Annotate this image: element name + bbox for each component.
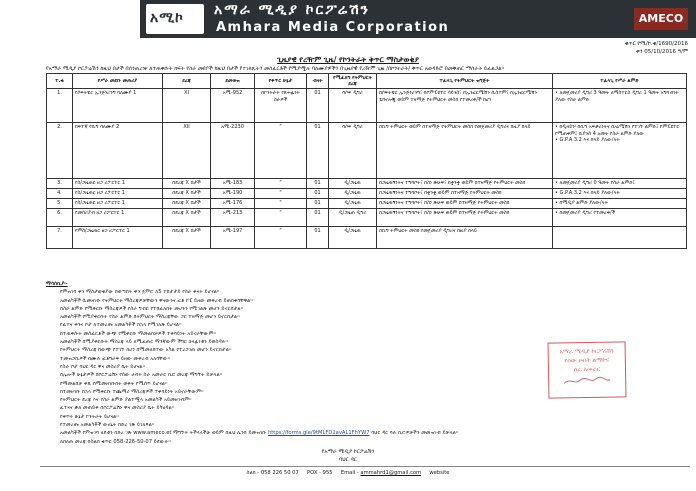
signoff-org: የአማራ ሚዲያ ኮርፖሬሽን bbox=[321, 449, 375, 455]
table-cell-experience: • በዲዛይን፡ በቢግ አፍቃሪነትና በአኒሜሽን የተገኘ ልምድ፤ ኮምፒዩተር የሚጠቀም፤ ቢያንስ 4 አመት የስራ ልምድ ያለው • G.P.A 3.2 እና በላይ ያለው/ላት bbox=[553, 123, 687, 179]
note-item: • አመልካቾች በሚያቀርቡት ማስረጃ ላይ ለሚፈጠር ማንኛውም ችግር ኃላፊነቱን ይወስዳሉ፡፡ bbox=[60, 338, 686, 346]
table-cell-edu-field: በቢግ ትምህርት መስክ የመጀመሪያ ዲግሪና ከዚያ በላይ bbox=[377, 227, 553, 249]
table-header-cell: ተ.ቁ bbox=[47, 74, 73, 89]
table-cell-salary: አሚ-952 bbox=[211, 89, 255, 123]
table-cell-no: 4. bbox=[47, 189, 73, 199]
table-header-row bbox=[47, 74, 687, 89]
footer-phone: ስልክ - 058 226 50 07 bbox=[246, 470, 299, 476]
notes-title: ማሳሰቢያ፡- bbox=[46, 281, 68, 287]
org-name-amharic: አማራ ሚዲያ ኮርፖሬሽን bbox=[214, 2, 371, 18]
note-item: • ከተመዘገቡ በኋላ የሚቀርቡ ተጨማሪ ማስረጃዎች ተቀባይነት አይኖራቸውም፡፡ bbox=[60, 388, 686, 396]
stamp-line-2: የሰው ሀብት ልማትና bbox=[564, 356, 610, 365]
signoff-block bbox=[0, 448, 696, 464]
table-cell-grade: XI bbox=[163, 89, 211, 123]
table-row bbox=[47, 189, 687, 199]
table-cell-edu-level: ባሶፍ ዲግሪ bbox=[329, 123, 377, 179]
table-cell-title: የስ/ጋዜጠር ዘጋ ሪፖርተር 1 bbox=[73, 189, 163, 199]
note-item: • ፈተናና ቃለ መጠይቅ በኮርፖሬሽኑ ዋና መስሪያ ቤት ይካሄዳል፡፡ bbox=[60, 404, 686, 412]
table-cell-edu-field: በቢግ ትምህርት ወይም በተዛማጅ የትምህርት መስክ የመጀመሪያ ዲግሪና ከዚያ በላይ bbox=[377, 123, 553, 179]
table-body bbox=[47, 89, 687, 249]
table-cell-edu-field: በሶፍትዌር ኢንጅነሪንግ፣ በኮምፒዩተር ሳይንስ፣ በኢንፎርሜሽን ሲስተም፣ በኢንፎርሜሽን ቴክኖሎጂ ወይም ተዛማጅ የትምህርት መስክ የተመረቀ/ች ከሆነ bbox=[377, 89, 553, 123]
table-cell-edu-level: ዲ/ጋዜጠ bbox=[329, 199, 377, 209]
table-row bbox=[47, 179, 687, 189]
footer-email-label: Email - bbox=[340, 470, 359, 476]
table-cell-edu-level: ዲ/ጋዜጠ ዲግሪ bbox=[329, 209, 377, 227]
note-item: • የምዝገባ ቀን ማስታወቂያው ከወጣበት ቀን ጀምሮ ለ5 ተከታታይ የስራ ቀናት ይሆናል፡፡ bbox=[60, 288, 686, 296]
note-item: • በሌሎች ሁኔታዎች በኮርፖሬሽኑ የሰው ሀብት ስራ አመራር ቢሮ መረጃ ማግኘት ይቻላል፡፡ bbox=[60, 371, 686, 379]
note-item: • የቅጥሩ ሁኔታ ኮንትራት ይሆናል፡፡ bbox=[60, 413, 686, 421]
table-cell-grade: በደረጃ X በታች bbox=[163, 227, 211, 249]
org-name-english: Amhara Media Corporation bbox=[216, 20, 450, 35]
ameco-logo bbox=[146, 4, 204, 34]
table-cell-qty: 01 bbox=[307, 179, 329, 189]
table-cell-qty: 01 bbox=[307, 123, 329, 179]
note-item: • አመልካቾች ሲመዘገቡ የትምህርት ማስረጃዎቻቸውን ዋናውንና ፎቶ ኮፒ ይዘው መቅረብ ይጠበቅባቸዋል፡፡ bbox=[60, 297, 686, 305]
table-cell-edu-field: በጋዜጠኝነትና ተግባቦት፣ በቋንቋ ወይም በተዛማጅ የትምህርት መስክ bbox=[377, 189, 553, 199]
table-cell-qty: 01 bbox=[307, 209, 329, 227]
phone-note: • ለበለጠ መረጃ በስልክ ቁጥር 058-226-50-07 ይደውሉ፡፡ bbox=[60, 438, 686, 446]
note-item: • የፈተና ቀንና ቦታ ለተመረጡ አመልካቾች በኋላ የሚገለጽ ይሆናል፡፡ bbox=[60, 321, 686, 329]
note-item: • በስራ ልምድ የሚቀርቡ ማስረጃዎች የስራ ግብር የተከፈለበት መሆኑን የሚገልጽ መሆን ይኖርበታል፡፡ bbox=[60, 305, 686, 313]
table-cell-experience: • G.P.A 3.2 እና በላይ ያለው/ላት bbox=[553, 189, 687, 199]
table-cell-grade: በደረጃ X በታች bbox=[163, 199, 211, 209]
table-cell-employment: በኮንትራት የጸሐፊነት ስራዎች bbox=[255, 89, 307, 123]
table-cell-qty: 01 bbox=[307, 89, 329, 123]
table-cell-title: የምስ/ጋዜጠር ዘጋ ሪፖርተር 1 bbox=[73, 227, 163, 249]
table-row bbox=[47, 209, 687, 227]
table-header-cell: ደረጃ bbox=[163, 74, 211, 89]
table-cell-employment: " bbox=[255, 179, 307, 189]
footer-pobox: POX - 955 bbox=[307, 470, 333, 476]
signature-icon bbox=[562, 376, 612, 387]
table-cell-edu-field: በጋዜጠኝነትና ተግባቦት፣ በስነ ጽሁፍ ወይም በተዛማጅ የትምህርት መስክ bbox=[377, 199, 553, 209]
reference-block bbox=[625, 40, 688, 56]
table-cell-edu-level: ዲ/ጋዜጠ bbox=[329, 227, 377, 249]
table-cell-experience bbox=[553, 227, 687, 249]
table-cell-experience: • በመጀመሪያ ዲግሪ የተመረቀ/ች bbox=[553, 209, 687, 227]
table-row bbox=[47, 89, 687, 123]
table-header-cell: ተፈላጊ የሥራ ልምድ bbox=[553, 74, 687, 89]
table-cell-experience: • ለመጀመሪያ ዲግሪ 3 ዓመት ለማስተርስ ዲግሪ 1 ዓመት አግባብነት ያለው የስራ ልምድ bbox=[553, 89, 687, 123]
online-prefix: አመልካቾች የምዝገባ ሂደቱን በድረ ገጽ www.ameco.et ማግኘት ትችላላችሁ ወይም በዚህ ሊንክ ይመዝገቡ bbox=[60, 430, 267, 437]
table-cell-title: የስ/ጋዜጠር ዘጋ ሪፖርተር 1 bbox=[73, 179, 163, 189]
official-stamp bbox=[548, 341, 627, 398]
table-cell-edu-field: በጋዜጠኝነትና ተግባቦት፣ በስነ ጽሁፍ፣ በቋንቋ ወይም በተዛማጅ የትምህርት መስክ bbox=[377, 179, 553, 189]
table-cell-salary: አሚ-197 bbox=[211, 227, 255, 249]
online-registration-note bbox=[60, 429, 686, 437]
online-suffix: ባህር ዳር ባሉ ቢሮዎቻችን መመዝገብ ይቻላል፡፡ bbox=[371, 430, 459, 437]
note-item: • የስራ ቦታ ባህር ዳር ዋና መስሪያ ቤት ይሆናል፡፡ bbox=[60, 363, 686, 371]
footer-divider bbox=[40, 466, 690, 467]
table-cell-grade: XII bbox=[163, 123, 211, 179]
table-cell-edu-field: በጋዜጠኝነትና ተግባቦት፣ በስነ ጽሁፍ ወይም በተዛማጅ የትምህርት መስክ bbox=[377, 209, 553, 227]
table-cell-salary: አሚ-213 bbox=[211, 209, 255, 227]
vacancy-table bbox=[46, 73, 687, 249]
table-row bbox=[47, 123, 687, 179]
table-cell-title: ከፍተኛ የቢግ ባለሙያ 2 bbox=[73, 123, 163, 179]
table-cell-grade: በደረጃ X በታች bbox=[163, 179, 211, 189]
table-cell-title: የመሰሪያብ ዘጋ ሪፖርተር 1 bbox=[73, 209, 163, 227]
table-cell-qty: 01 bbox=[307, 199, 329, 209]
document-title: ጊዜያዊ የረዥም ጊዜ/ የኮንትራት ቅጥር ማስታወቂያ bbox=[277, 55, 419, 64]
letterhead-banner bbox=[140, 0, 696, 38]
table-cell-salary: አሚ-190 bbox=[211, 189, 255, 199]
note-item: • የትምህርት ማስረጃ ከውጭ የተገኘ ከሆነ በሚመለከተው አካል የተረጋገጠ መሆን ይኖርበታል፡፡ bbox=[60, 346, 686, 354]
table-header-cell: የሥራ መደቡ መጠሪያ bbox=[73, 74, 163, 89]
table-cell-no: 6. bbox=[47, 209, 73, 227]
table-cell-employment: " bbox=[255, 209, 307, 227]
table-row bbox=[47, 199, 687, 209]
stamp-line-1: አማራ ሚዲያ ኮርፖሬሽን bbox=[559, 347, 614, 356]
table-cell-grade: በደረጃ X በታች bbox=[163, 189, 211, 199]
logo-text: አሚኮ bbox=[150, 10, 184, 26]
table-cell-no: 2. bbox=[47, 123, 73, 179]
table-cell-employment: " bbox=[255, 123, 307, 179]
note-item: • ከተጠቀሱት መስፈርቶች ውጭ የሚቀርቡ ማመልከቻዎች ተቀባይነት አይኖራቸውም፡፡ bbox=[60, 330, 686, 338]
table-header-cell: ብዛት bbox=[307, 74, 329, 89]
reference-date: ቀን 05/10/2016 ዓ/ም bbox=[635, 49, 688, 55]
table-cell-title: የስ/ጋዜጠር ዘጋ ሪፖርተር 1 bbox=[73, 199, 163, 209]
table-cell-salary: አሚ-183 bbox=[211, 179, 255, 189]
table-cell-no: 7. bbox=[47, 227, 73, 249]
table-cell-qty: 01 bbox=[307, 189, 329, 199]
footer-website: website bbox=[429, 470, 450, 476]
table-cell-grade: በደረጃ X በታች bbox=[163, 209, 211, 227]
table-cell-experience: • በሚዲያ ልምድ ያለው/ላት bbox=[553, 199, 687, 209]
table-cell-no: 1. bbox=[47, 89, 73, 123]
signoff-city: ባህር ዳር bbox=[339, 457, 357, 463]
footer-email[interactable]: ammahrd1@gmail.com bbox=[360, 470, 422, 476]
intro-paragraph: የአማራ ሚዲያ ኮርፖሬሽን ከዚህ በታች በሰንጠረዡ ለተጠቀሱት ክፍት የስራ መደቦች ከዚህ በታች የተገለጹትን መስፈርቶች የሚያሟሉ ባለሙያዎችን በጊዜያዊ የረዥም ጊዜ /በኮንትራት/ ቅጥር አወዳድሮ በመቅጠር ማሰራት ይፈልጋል፡፡ bbox=[46, 66, 505, 72]
table-cell-title: የሶፍትዌር ኢንጅነሪንግ ባለሙያ 1 bbox=[73, 89, 163, 123]
footer-contacts bbox=[0, 470, 696, 477]
table-cell-experience: • ለመጀመሪያ ዲግሪ 0 ዓመት የስራ ልምድ፤ bbox=[553, 179, 687, 189]
table-cell-salary: አሚ-176 bbox=[211, 199, 255, 209]
table-cell-qty: 01 bbox=[307, 227, 329, 249]
note-item: • ተመዝጋቢዎች በሙሉ ፎቶግራፍ ይዘው መቅረብ አለባቸው፡፡ bbox=[60, 355, 686, 363]
table-cell-employment: " bbox=[255, 189, 307, 199]
table-cell-employment: " bbox=[255, 227, 307, 249]
table-cell-edu-level: ባሶፍ ዲግሪ bbox=[329, 89, 377, 123]
table-cell-no: 3. bbox=[47, 179, 73, 189]
note-item: • የማመልከቻ ቅጹ በሚመዘገቡበት ወቅት የሚሰጥ ይሆናል፡፡ bbox=[60, 380, 686, 388]
table-cell-employment: " bbox=[255, 199, 307, 209]
table-header-cell: ደመወዝ bbox=[211, 74, 255, 89]
table-header-cell: የሚፈለግ የትምህርት ደረጃ bbox=[329, 74, 377, 89]
table-cell-salary: አሚ-2230 bbox=[211, 123, 255, 179]
table-cell-no: 5. bbox=[47, 199, 73, 209]
ameco-badge: AMECO bbox=[634, 8, 688, 30]
note-item: • የትምህርት ደረጃ እና የስራ ልምድ ያልተሟላ አመልካች አይመዘገብም፡፡ bbox=[60, 396, 686, 404]
table-cell-edu-level: ዲ/ጋዜጠ bbox=[329, 189, 377, 199]
registration-link[interactable]: https://forms.gle/9tMLFD2avAL1FhYW7 bbox=[267, 430, 370, 437]
note-item: • የተመረጡ አመልካቾች ውጤት በድረ ገጽ ይገለጻል፡፡ bbox=[60, 421, 686, 429]
reference-number: ቁጥር የሚ/ኮ.ቁ/1690/2016 bbox=[624, 41, 688, 47]
stamp-line-3: ስራ አመራር bbox=[573, 365, 601, 374]
table-header-cell: ተፈላጊ የትምህርት ዝግጅት bbox=[377, 74, 553, 89]
table-cell-edu-level: ዲ/ጋዜጠ bbox=[329, 179, 377, 189]
table-row bbox=[47, 227, 687, 249]
table-header-cell: የቅጥር ሁኔታ bbox=[255, 74, 307, 89]
note-item: • አመልካቾች የሚያቀርቡት የስራ ልምድ ከትምህርት ማስረጃቸው ጋር ተዛማጅ መሆን ይኖርበታል፡፡ bbox=[60, 313, 686, 321]
